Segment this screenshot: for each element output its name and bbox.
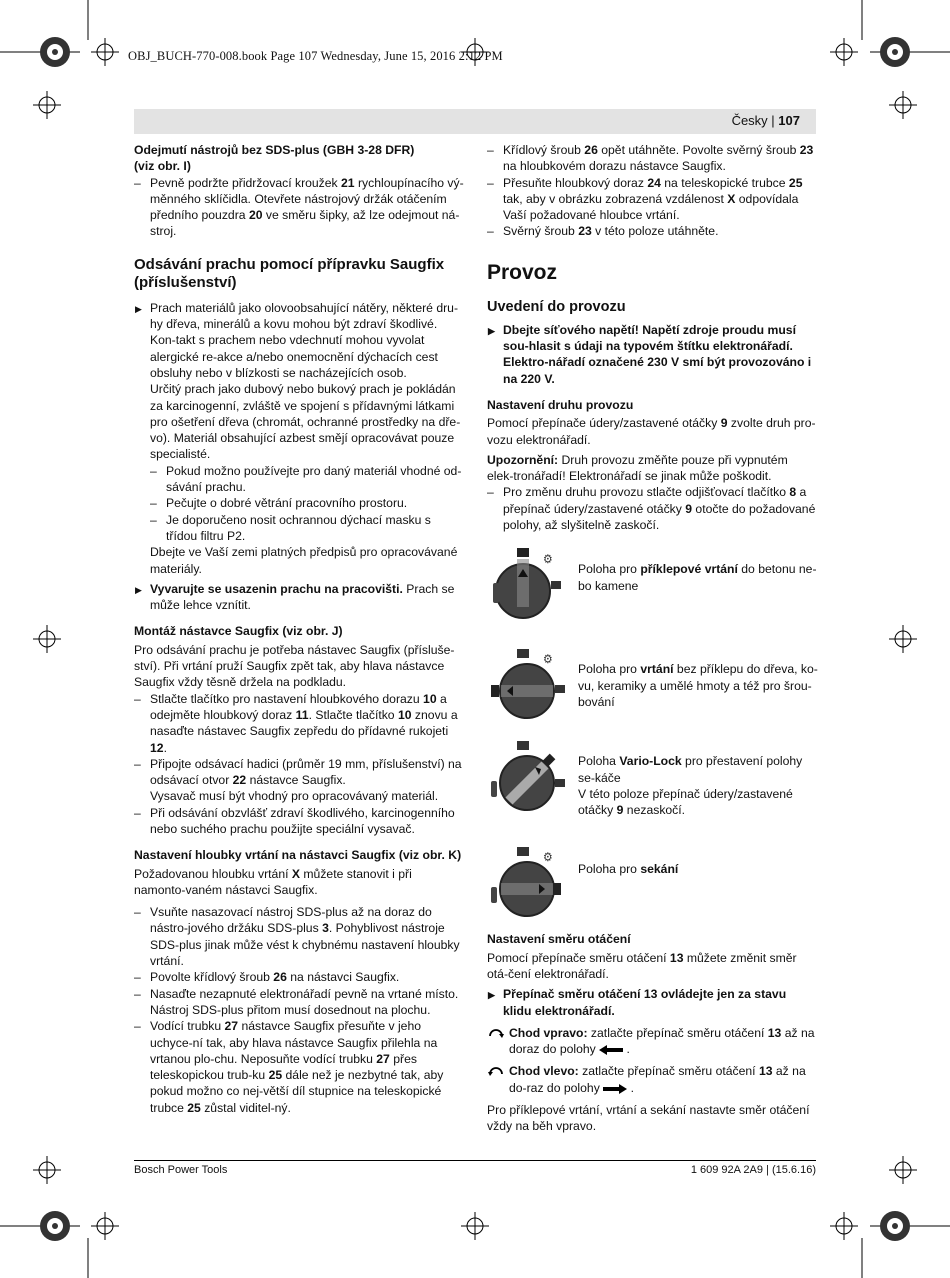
warning-item: ▶ Dbejte síťového napětí! Napětí zdroje proudu musí sou-hlasit s údaji na typovém štítku elektronářadí. Elektro-nářadí označené 230 V smí být provozováno i na 220 V.: [487, 322, 817, 387]
page-number: 107: [778, 113, 800, 128]
list-item: – Pevně podržte přidržovací kroužek 21 rychloupínacího vý-měnného sklíčidla. Otevřete nástrojový držák otáčením předního pouzdra 20 ve směru šipky, až lze odejmout ná-stroj.: [134, 175, 464, 240]
mode-description: Poloha Vario-Lock pro přestavení polohy se-káče V této poloze přepínač údery/zastavené otáčky 9 nezaskočí.: [578, 754, 803, 818]
section-title-tool-removal: Odejmutí nástrojů bez SDS-plus (GBH 3-28 DFR) (viz obr. I): [134, 143, 415, 174]
mode-vario-lock: [487, 737, 817, 843]
rotation-left-item: Chod vlevo: zatlačte přepínač směru otáčení 13 až na do-raz do polohy .: [487, 1063, 817, 1096]
section-title-depth-setting: Nastavení hloubky vrtání na nástavci Saugfix (viz obr. K): [134, 848, 462, 863]
paragraph: Pro příklepové vrtání, vrtání a sekání nastavte směr otáčení vždy na běh vpravo.: [487, 1103, 810, 1134]
warning-item: ▶ Přepínač směru otáčení 13 ovládejte jen za stavu klidu elektronářadí.: [487, 986, 817, 1019]
rotate-clockwise-icon: [487, 1026, 505, 1040]
hammer-drill-mode-icon: [487, 545, 571, 629]
warning-paragraph: Dbejte ve Vaší zemi platných předpisů pro opracovávané materiály.: [150, 545, 458, 576]
list-item: – Povolte křídlový šroub 26 na nástavci Saugfix.: [134, 969, 464, 985]
footer-rule: [134, 1160, 816, 1161]
rotation-right-item: Chod vpravo: zatlačte přepínač směru otáčení 13 až na doraz do polohy .: [487, 1025, 817, 1058]
list-item: – Je doporučeno nosit ochrannou dýchací masku s třídou filtru P2.: [134, 512, 464, 545]
list-item: – Vsuňte nasazovací nástroj SDS-plus až na doraz do nástro-jového držáku SDS-plus 3. Pohyblivost nástroje SDS-plus jinak může vést k chybnému nastavení hloubky vrtání.: [134, 904, 464, 969]
footer-doc-number: 1 609 92A 2A9 | (15.6.16): [690, 1164, 816, 1176]
note: Upozornění: Druh provozu změňte pouze při vypnutém elek-tronářadí! Elektronářadí se jinak může poškodit.: [487, 452, 788, 484]
list-item: – Připojte odsávací hadici (průměr 19 mm, příslušenství) na odsávací otvor 22 nástavce Saugfix. Vysavač musí být vhodný pro opracovávaný materiál.: [134, 756, 464, 805]
paragraph: Pomocí přepínače údery/zastavené otáčky 9 zvolte druh pro-vozu elektronářadí.: [487, 416, 816, 447]
drill-mode-icon: [487, 645, 571, 729]
svg-text:⚙: ⚙: [543, 652, 553, 667]
list-item: – Pečujte o dobré větrání pracovního prostoru.: [134, 495, 464, 511]
section-title-operating-mode: Nastavení druhu provozu: [487, 397, 634, 412]
warning-item: ▶ Prach materiálů jako olovoobsahující nátěry, některé dru-hy dřeva, minerálů a kovu mohou být zdraví škodlivé. Kon-takt s prachem nebo vdechnutí mohou vyvolat alergické re-akce a/nebo onemocnění dýchacích cest obsluhy nebo v blízkosti se nacházejících osob.: [134, 300, 464, 381]
svg-text:⚙: ⚙: [543, 850, 553, 865]
section-title-saugfix-mount: Montáž nástavce Saugfix (viz obr. J): [134, 624, 343, 639]
svg-text:⚙: ⚙: [543, 552, 553, 567]
list-item: – Pokud možno používejte pro daný materiál vhodné od-sávání prachu.: [134, 463, 464, 496]
section-title-dust-extraction: Odsávání prachu pomocí přípravku Saugfix (příslušenství): [134, 255, 445, 291]
list-item: – Při odsávání obzvlášť zdraví škodlivého, karcinogenního nebo suchého prachu použijte speciální vysavač.: [134, 805, 464, 838]
list-item: – Křídlový šroub 26 opět utáhněte. Povolte svěrný šroub 23 na hloubkovém dorazu nástavce Saugfix.: [487, 142, 817, 175]
chisel-mode-icon: [487, 843, 571, 927]
arrow-right-icon: [603, 1084, 627, 1094]
mode-description: Poloha pro příklepové vrtání do betonu ne-bo kamene: [578, 562, 817, 593]
list-item: – Stlačte tlačítko pro nastavení hloubkového dorazu 10 a odejměte hloubkový doraz 11. Stlačte tlačítko 10 znovu a nasaďte nástavec Saugfix zepředu do přídavné rukojeti 12.: [134, 691, 464, 756]
right-column: [487, 142, 817, 1135]
mode-chiselling: [487, 843, 817, 927]
file-info: OBJ_BUCH-770-008.book Page 107 Wednesday, June 15, 2016 2:12 PM: [128, 49, 503, 63]
paragraph: Pomocí přepínače směru otáčení 13 můžete změnit směr otá-čení elektronářadí.: [487, 950, 797, 981]
mode-description: Poloha pro sekání: [578, 862, 679, 877]
arrow-left-icon: [599, 1045, 623, 1055]
page-header-bar: [134, 109, 816, 134]
rotate-counterclockwise-icon: [487, 1064, 505, 1078]
warning-item: ▶ Vyvarujte se usazenin prachu na pracovišti. Prach se může lehce vznítit.: [134, 581, 464, 614]
paragraph: Pro odsávání prachu je potřeba nástavec Saugfix (přísluše-ství). Při vrtání pruží Saugfix zpět tak, aby hlava nástavce Saugfix vždy těsně držela na podkladu.: [134, 642, 455, 690]
warning-paragraph: Určitý prach jako dubový nebo bukový prach je pokládán za karcinogenní, zvláště ve spojení s přídavnými látkami pro ošetření dřeva (chromát, ochranné prostředky na dře-vo). Materiál obsahující azbest smějí opracovávat pouze specialisté.: [150, 382, 461, 462]
section-title-provoz: Provoz: [487, 260, 558, 284]
vario-lock-mode-icon: [487, 737, 571, 821]
footer-brand: Bosch Power Tools: [134, 1164, 228, 1176]
section-title-commissioning: Uvedení do provozu: [487, 298, 626, 315]
mode-drilling: [487, 645, 817, 737]
mode-hammer-drilling: [487, 545, 817, 645]
section-title-rotation-direction: Nastavení směru otáčení: [487, 932, 631, 947]
left-column: [134, 142, 464, 1116]
list-item: – Nasaďte nezapnuté elektronářadí pevně na vrtané místo. Nástroj SDS-plus přitom musí dosednout na plochu.: [134, 986, 464, 1019]
list-item: – Pro změnu druhu provozu stlačte odjišťovací tlačítko 8 a přepínač údery/zastavené otáčky 9 otočte do požadované polohy, až slyšitelně zaskočí.: [487, 484, 817, 533]
list-item: – Svěrný šroub 23 v této poloze utáhněte.: [487, 223, 817, 239]
page-header: Česky | 107: [731, 113, 800, 128]
paragraph: Požadovanou hloubku vrtání X můžete stanovit i při namonto-vaném nástavci Saugfix.: [134, 866, 412, 897]
header-language: Česky: [731, 113, 768, 128]
mode-description: Poloha pro vrtání bez příklepu do dřeva, ko-vu, keramiky a umělé hmoty a též pro šrou-bování: [578, 662, 818, 709]
list-item: – Přesuňte hloubkový doraz 24 na teleskopické trubce 25 tak, aby v obrázku zobrazená vzdálenost X odpovídala Vaší požadované hloubce vrtání.: [487, 175, 817, 224]
list-item: – Vodící trubku 27 nástavce Saugfix přesuňte v jeho uchyce-ní tak, aby hlava nástavce Saugfix přilehla na vrtanou plo-chu. Neposuňte vodící trubku 27 přes teleskopickou trub-ku 25 dále než je nezbytné tak, aby pokud možno co nej-větší díl stupnice na teleskopické trubce 25 zůstal viditel-ný.: [134, 1018, 464, 1116]
